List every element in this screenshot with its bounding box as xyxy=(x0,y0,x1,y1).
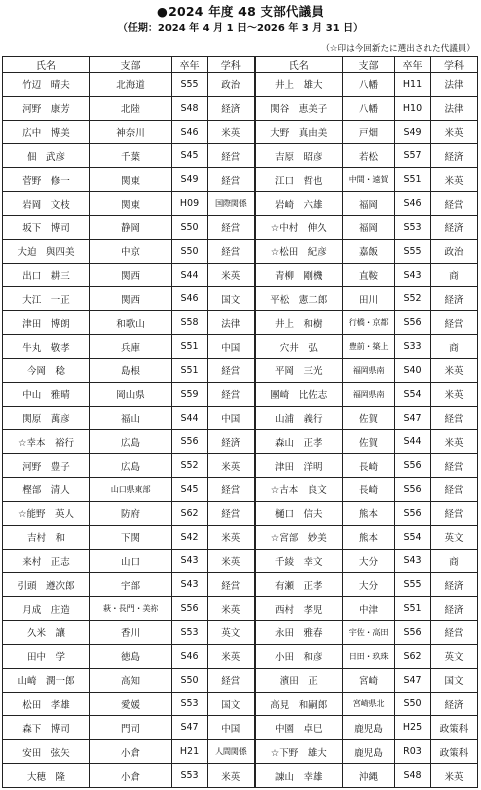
header-dept-right: 学科 xyxy=(431,57,478,73)
cell-branch-left: 島根 xyxy=(90,358,172,382)
cell-name-left: 大穂 隆 xyxy=(3,764,90,788)
cell-branch-left: 門司 xyxy=(90,716,172,740)
table-row xyxy=(3,573,478,597)
cell-year-right: S49 xyxy=(395,120,431,144)
table-row xyxy=(3,740,478,764)
cell-branch-right: 八幡 xyxy=(343,96,395,120)
cell-year-left: S49 xyxy=(172,168,208,192)
cell-branch-right: 八幡 xyxy=(343,73,395,97)
cell-year-right: S55 xyxy=(395,239,431,263)
cell-name-right: 有瀬 正孝 xyxy=(255,573,343,597)
cell-name-right: 永田 雅春 xyxy=(255,621,343,645)
cell-year-left: S56 xyxy=(172,430,208,454)
cell-dept-left: 経営 xyxy=(208,144,255,168)
cell-dept-right: 経済 xyxy=(431,144,478,168)
cell-branch-right: 豊前・築上 xyxy=(343,335,395,359)
cell-year-right: S62 xyxy=(395,644,431,668)
cell-year-left: S58 xyxy=(172,311,208,335)
table-row xyxy=(3,358,478,382)
cell-year-left: S43 xyxy=(172,573,208,597)
cell-year-right: S56 xyxy=(395,501,431,525)
cell-branch-left: 防府 xyxy=(90,501,172,525)
cell-name-left: 松田 孝雄 xyxy=(3,692,90,716)
table-row xyxy=(3,454,478,478)
cell-dept-left: 経営 xyxy=(208,478,255,502)
cell-dept-left: 米英 xyxy=(208,454,255,478)
cell-name-right: 諌山 幸雄 xyxy=(255,764,343,788)
cell-name-left: 来村 正志 xyxy=(3,549,90,573)
cell-name-left: 安田 弦矢 xyxy=(3,740,90,764)
cell-year-right: S56 xyxy=(395,454,431,478)
cell-year-left: H09 xyxy=(172,192,208,216)
cell-year-right: S51 xyxy=(395,168,431,192)
cell-dept-right: 国文 xyxy=(431,668,478,692)
cell-branch-left: 兵庫 xyxy=(90,335,172,359)
table-row xyxy=(3,621,478,645)
cell-name-left: 河野 豊子 xyxy=(3,454,90,478)
cell-name-left: 吉村 和 xyxy=(3,525,90,549)
cell-branch-right: 福岡県南 xyxy=(343,358,395,382)
cell-year-right: S57 xyxy=(395,144,431,168)
cell-year-right: S52 xyxy=(395,287,431,311)
cell-name-right: ☆古本 良文 xyxy=(255,478,343,502)
cell-branch-right: 沖縄 xyxy=(343,764,395,788)
table-row xyxy=(3,549,478,573)
table-row xyxy=(3,668,478,692)
cell-branch-right: 宇佐・高田 xyxy=(343,621,395,645)
cell-dept-right: 米英 xyxy=(431,764,478,788)
table-header-row xyxy=(3,57,478,73)
cell-name-left: 久米 讓 xyxy=(3,621,90,645)
cell-branch-right: 若松 xyxy=(343,144,395,168)
table-row xyxy=(3,430,478,454)
cell-year-right: S54 xyxy=(395,525,431,549)
cell-year-right: S43 xyxy=(395,549,431,573)
cell-branch-left: 北海道 xyxy=(90,73,172,97)
cell-year-left: S42 xyxy=(172,525,208,549)
cell-year-left: S46 xyxy=(172,644,208,668)
cell-name-left: 山崎 潤一郎 xyxy=(3,668,90,692)
delegate-table xyxy=(2,56,478,788)
cell-name-left: 菅野 修一 xyxy=(3,168,90,192)
table-row xyxy=(3,120,478,144)
cell-year-left: S53 xyxy=(172,764,208,788)
cell-branch-right: 行橋・京都 xyxy=(343,311,395,335)
cell-dept-right: 法律 xyxy=(431,96,478,120)
cell-name-left: 関原 萬彦 xyxy=(3,406,90,430)
cell-branch-right: 嘉飯 xyxy=(343,239,395,263)
cell-branch-right: 大分 xyxy=(343,573,395,597)
cell-dept-left: 経営 xyxy=(208,668,255,692)
cell-year-right: R03 xyxy=(395,740,431,764)
cell-name-left: 津田 博朗 xyxy=(3,311,90,335)
cell-dept-right: 経済 xyxy=(431,573,478,597)
cell-dept-right: 米英 xyxy=(431,382,478,406)
table-row xyxy=(3,478,478,502)
cell-year-right: S56 xyxy=(395,478,431,502)
cell-name-left: 今岡 稔 xyxy=(3,358,90,382)
cell-year-left: S44 xyxy=(172,406,208,430)
cell-name-left: 樫部 清人 xyxy=(3,478,90,502)
table-row xyxy=(3,716,478,740)
cell-dept-right: 経営 xyxy=(431,621,478,645)
table-row xyxy=(3,263,478,287)
header-dept-left: 学科 xyxy=(208,57,255,73)
cell-dept-left: 米英 xyxy=(208,525,255,549)
cell-year-right: S56 xyxy=(395,621,431,645)
cell-name-right: 小田 和彦 xyxy=(255,644,343,668)
cell-dept-right: 商 xyxy=(431,549,478,573)
cell-year-right: S53 xyxy=(395,215,431,239)
table-row xyxy=(3,764,478,788)
cell-dept-right: 経営 xyxy=(431,406,478,430)
cell-name-right: 濱田 正 xyxy=(255,668,343,692)
cell-year-right: S56 xyxy=(395,311,431,335)
cell-branch-left: 宇部 xyxy=(90,573,172,597)
cell-year-left: S44 xyxy=(172,263,208,287)
cell-name-right: 吉原 昭彦 xyxy=(255,144,343,168)
cell-year-right: S54 xyxy=(395,382,431,406)
cell-dept-left: 国際関係 xyxy=(208,192,255,216)
cell-dept-left: 人間関係 xyxy=(208,740,255,764)
table-row xyxy=(3,144,478,168)
table-row xyxy=(3,597,478,621)
cell-dept-right: 経営 xyxy=(431,501,478,525)
cell-dept-right: 英文 xyxy=(431,525,478,549)
cell-branch-left: 関東 xyxy=(90,192,172,216)
cell-name-right: 團崎 比佐志 xyxy=(255,382,343,406)
cell-branch-right: 佐賀 xyxy=(343,430,395,454)
cell-dept-left: 経営 xyxy=(208,501,255,525)
cell-branch-left: 関西 xyxy=(90,263,172,287)
cell-name-right: 高見 和嗣郎 xyxy=(255,692,343,716)
table-row xyxy=(3,192,478,216)
cell-name-left: ☆能野 英人 xyxy=(3,501,90,525)
cell-year-right: S33 xyxy=(395,335,431,359)
cell-branch-left: 千葉 xyxy=(90,144,172,168)
header-name-left: 氏名 xyxy=(3,57,90,73)
cell-dept-right: 米英 xyxy=(431,358,478,382)
cell-name-right: 森山 正孝 xyxy=(255,430,343,454)
cell-name-left: 森下 博司 xyxy=(3,716,90,740)
table-row xyxy=(3,406,478,430)
cell-year-right: S51 xyxy=(395,597,431,621)
cell-dept-right: 商 xyxy=(431,335,478,359)
cell-year-right: S48 xyxy=(395,764,431,788)
cell-branch-right: 日田・玖珠 xyxy=(343,644,395,668)
cell-name-left: 大江 一正 xyxy=(3,287,90,311)
cell-branch-right: 熊本 xyxy=(343,525,395,549)
cell-name-right: ☆松田 紀彦 xyxy=(255,239,343,263)
cell-name-right: 関谷 恵美子 xyxy=(255,96,343,120)
cell-dept-right: 経済 xyxy=(431,692,478,716)
cell-year-right: H10 xyxy=(395,96,431,120)
cell-branch-left: 小倉 xyxy=(90,740,172,764)
cell-dept-left: 法律 xyxy=(208,311,255,335)
cell-year-right: S43 xyxy=(395,263,431,287)
cell-name-right: 青柳 剛機 xyxy=(255,263,343,287)
header-branch-left: 支部 xyxy=(90,57,172,73)
cell-dept-right: 法律 xyxy=(431,73,478,97)
cell-branch-left: 徳島 xyxy=(90,644,172,668)
cell-dept-left: 経済 xyxy=(208,96,255,120)
cell-branch-right: 宮崎 xyxy=(343,668,395,692)
cell-branch-right: 佐賀 xyxy=(343,406,395,430)
cell-dept-right: 商 xyxy=(431,263,478,287)
table-row xyxy=(3,239,478,263)
cell-name-left: 引頭 遵次郎 xyxy=(3,573,90,597)
cell-name-left: 佃 武彦 xyxy=(3,144,90,168)
cell-branch-right: 中間・遠賀 xyxy=(343,168,395,192)
cell-year-left: S51 xyxy=(172,358,208,382)
cell-year-right: S40 xyxy=(395,358,431,382)
cell-year-left: S43 xyxy=(172,549,208,573)
cell-branch-right: 福岡 xyxy=(343,215,395,239)
table-row xyxy=(3,382,478,406)
cell-dept-right: 政策科 xyxy=(431,740,478,764)
cell-branch-right: 鹿児島 xyxy=(343,716,395,740)
cell-dept-left: 経営 xyxy=(208,215,255,239)
table-row xyxy=(3,168,478,192)
cell-dept-right: 経営 xyxy=(431,311,478,335)
cell-name-right: 樋口 信夫 xyxy=(255,501,343,525)
cell-branch-left: 愛媛 xyxy=(90,692,172,716)
cell-branch-left: 山口県東部 xyxy=(90,478,172,502)
cell-name-right: 津田 洋明 xyxy=(255,454,343,478)
table-row xyxy=(3,501,478,525)
cell-year-left: S46 xyxy=(172,287,208,311)
cell-name-right: 西村 孝児 xyxy=(255,597,343,621)
cell-year-left: S56 xyxy=(172,597,208,621)
cell-name-left: 広中 博美 xyxy=(3,120,90,144)
cell-name-right: 井上 和樹 xyxy=(255,311,343,335)
cell-name-right: 大野 真由美 xyxy=(255,120,343,144)
cell-dept-right: 経済 xyxy=(431,287,478,311)
cell-year-left: S48 xyxy=(172,96,208,120)
cell-branch-right: 中津 xyxy=(343,597,395,621)
cell-branch-left: 広島 xyxy=(90,430,172,454)
table-row xyxy=(3,73,478,97)
cell-dept-left: 米英 xyxy=(208,120,255,144)
cell-name-left: 岩岡 文枝 xyxy=(3,192,90,216)
cell-dept-left: 米英 xyxy=(208,263,255,287)
cell-dept-right: 政策科 xyxy=(431,716,478,740)
cell-name-left: 牛丸 敬孝 xyxy=(3,335,90,359)
cell-dept-left: 経営 xyxy=(208,573,255,597)
cell-name-left: 田中 学 xyxy=(3,644,90,668)
cell-dept-left: 国文 xyxy=(208,692,255,716)
header-branch-right: 支部 xyxy=(343,57,395,73)
cell-year-right: S55 xyxy=(395,573,431,597)
cell-name-right: 山浦 義行 xyxy=(255,406,343,430)
cell-dept-left: 米英 xyxy=(208,644,255,668)
cell-branch-left: 中京 xyxy=(90,239,172,263)
cell-branch-right: 福岡県南 xyxy=(343,382,395,406)
cell-branch-right: 長崎 xyxy=(343,454,395,478)
cell-year-right: S44 xyxy=(395,430,431,454)
cell-branch-right: 直鞍 xyxy=(343,263,395,287)
cell-name-right: 平岡 三光 xyxy=(255,358,343,382)
cell-name-left: 中山 雅晴 xyxy=(3,382,90,406)
cell-dept-right: 米英 xyxy=(431,168,478,192)
cell-name-right: ☆宮部 妙美 xyxy=(255,525,343,549)
cell-year-left: S46 xyxy=(172,120,208,144)
cell-dept-left: 経営 xyxy=(208,168,255,192)
cell-name-left: 坂下 博司 xyxy=(3,215,90,239)
cell-name-left: ☆幸本 裕行 xyxy=(3,430,90,454)
cell-branch-left: 萩・長門・美祢 xyxy=(90,597,172,621)
cell-branch-left: 山口 xyxy=(90,549,172,573)
cell-dept-left: 経営 xyxy=(208,239,255,263)
cell-year-left: S50 xyxy=(172,239,208,263)
cell-branch-right: 田川 xyxy=(343,287,395,311)
cell-year-left: S59 xyxy=(172,382,208,406)
cell-name-right: 平松 憲二郎 xyxy=(255,287,343,311)
cell-branch-left: 小倉 xyxy=(90,764,172,788)
table-row xyxy=(3,287,478,311)
cell-branch-left: 下関 xyxy=(90,525,172,549)
table-row xyxy=(3,525,478,549)
cell-year-right: H11 xyxy=(395,73,431,97)
cell-name-left: 月成 庄造 xyxy=(3,597,90,621)
cell-year-right: H25 xyxy=(395,716,431,740)
cell-dept-left: 経営 xyxy=(208,382,255,406)
cell-name-right: 岩崎 六雄 xyxy=(255,192,343,216)
cell-dept-left: 国文 xyxy=(208,287,255,311)
cell-name-right: 江口 哲也 xyxy=(255,168,343,192)
cell-dept-right: 経営 xyxy=(431,478,478,502)
legend-note: （☆印は今回新たに選出された代議員） xyxy=(321,44,475,54)
cell-name-left: 大迫 與四美 xyxy=(3,239,90,263)
cell-name-right: ☆下野 雄大 xyxy=(255,740,343,764)
cell-year-left: S52 xyxy=(172,454,208,478)
cell-branch-right: 宮崎県北 xyxy=(343,692,395,716)
table-row xyxy=(3,215,478,239)
cell-year-left: S45 xyxy=(172,478,208,502)
table-row xyxy=(3,644,478,668)
cell-branch-left: 岡山県 xyxy=(90,382,172,406)
table-row xyxy=(3,692,478,716)
cell-branch-right: 熊本 xyxy=(343,501,395,525)
cell-dept-right: 経済 xyxy=(431,597,478,621)
cell-name-left: 竹辺 晴夫 xyxy=(3,73,90,97)
cell-year-left: S47 xyxy=(172,716,208,740)
cell-branch-left: 高知 xyxy=(90,668,172,692)
cell-name-right: 千綾 幸文 xyxy=(255,549,343,573)
table-row xyxy=(3,96,478,120)
cell-year-left: S45 xyxy=(172,144,208,168)
cell-dept-left: 経営 xyxy=(208,358,255,382)
header-name-right: 氏名 xyxy=(255,57,343,73)
table-row xyxy=(3,335,478,359)
cell-dept-right: 英文 xyxy=(431,644,478,668)
cell-name-left: 河野 康芳 xyxy=(3,96,90,120)
cell-year-left: S62 xyxy=(172,501,208,525)
cell-dept-right: 経済 xyxy=(431,215,478,239)
cell-dept-left: 英文 xyxy=(208,621,255,645)
cell-branch-left: 北陸 xyxy=(90,96,172,120)
cell-dept-left: 中国 xyxy=(208,335,255,359)
cell-year-left: S53 xyxy=(172,621,208,645)
cell-dept-left: 経済 xyxy=(208,430,255,454)
header-year-left: 卒年 xyxy=(172,57,208,73)
cell-year-left: S53 xyxy=(172,692,208,716)
cell-dept-left: 米英 xyxy=(208,764,255,788)
cell-dept-right: 米英 xyxy=(431,430,478,454)
cell-branch-right: 鹿児島 xyxy=(343,740,395,764)
cell-branch-right: 戸畑 xyxy=(343,120,395,144)
cell-branch-right: 長崎 xyxy=(343,478,395,502)
cell-dept-right: 米英 xyxy=(431,120,478,144)
table-row xyxy=(3,311,478,335)
cell-name-left: 出口 耕三 xyxy=(3,263,90,287)
cell-dept-left: 政治 xyxy=(208,73,255,97)
cell-name-right: 穴井 弘 xyxy=(255,335,343,359)
cell-dept-right: 経営 xyxy=(431,454,478,478)
cell-dept-left: 中国 xyxy=(208,406,255,430)
cell-dept-left: 中国 xyxy=(208,716,255,740)
cell-dept-right: 経営 xyxy=(431,192,478,216)
cell-year-right: S47 xyxy=(395,668,431,692)
cell-year-left: S50 xyxy=(172,215,208,239)
cell-branch-left: 静岡 xyxy=(90,215,172,239)
cell-branch-right: 大分 xyxy=(343,549,395,573)
cell-year-right: S47 xyxy=(395,406,431,430)
cell-branch-right: 福岡 xyxy=(343,192,395,216)
cell-year-right: S46 xyxy=(395,192,431,216)
cell-year-left: S51 xyxy=(172,335,208,359)
cell-name-right: 中園 卓巳 xyxy=(255,716,343,740)
cell-year-left: H21 xyxy=(172,740,208,764)
cell-year-right: S50 xyxy=(395,692,431,716)
cell-dept-right: 政治 xyxy=(431,239,478,263)
cell-branch-left: 和歌山 xyxy=(90,311,172,335)
cell-branch-left: 香川 xyxy=(90,621,172,645)
term-subtitle: （任期：2024 年 4 月 1 日～2026 年 3 月 31 日） xyxy=(117,23,364,34)
cell-branch-left: 福山 xyxy=(90,406,172,430)
cell-dept-left: 米英 xyxy=(208,549,255,573)
cell-branch-left: 広島 xyxy=(90,454,172,478)
cell-name-right: 井上 雄大 xyxy=(255,73,343,97)
cell-year-left: S50 xyxy=(172,668,208,692)
cell-name-right: ☆中村 伸久 xyxy=(255,215,343,239)
cell-branch-left: 関西 xyxy=(90,287,172,311)
cell-year-left: S55 xyxy=(172,73,208,97)
cell-branch-left: 神奈川 xyxy=(90,120,172,144)
cell-branch-left: 関東 xyxy=(90,168,172,192)
header-year-right: 卒年 xyxy=(395,57,431,73)
cell-dept-left: 米英 xyxy=(208,597,255,621)
page-title: ●2024 年度 48 支部代議員 xyxy=(156,4,325,19)
